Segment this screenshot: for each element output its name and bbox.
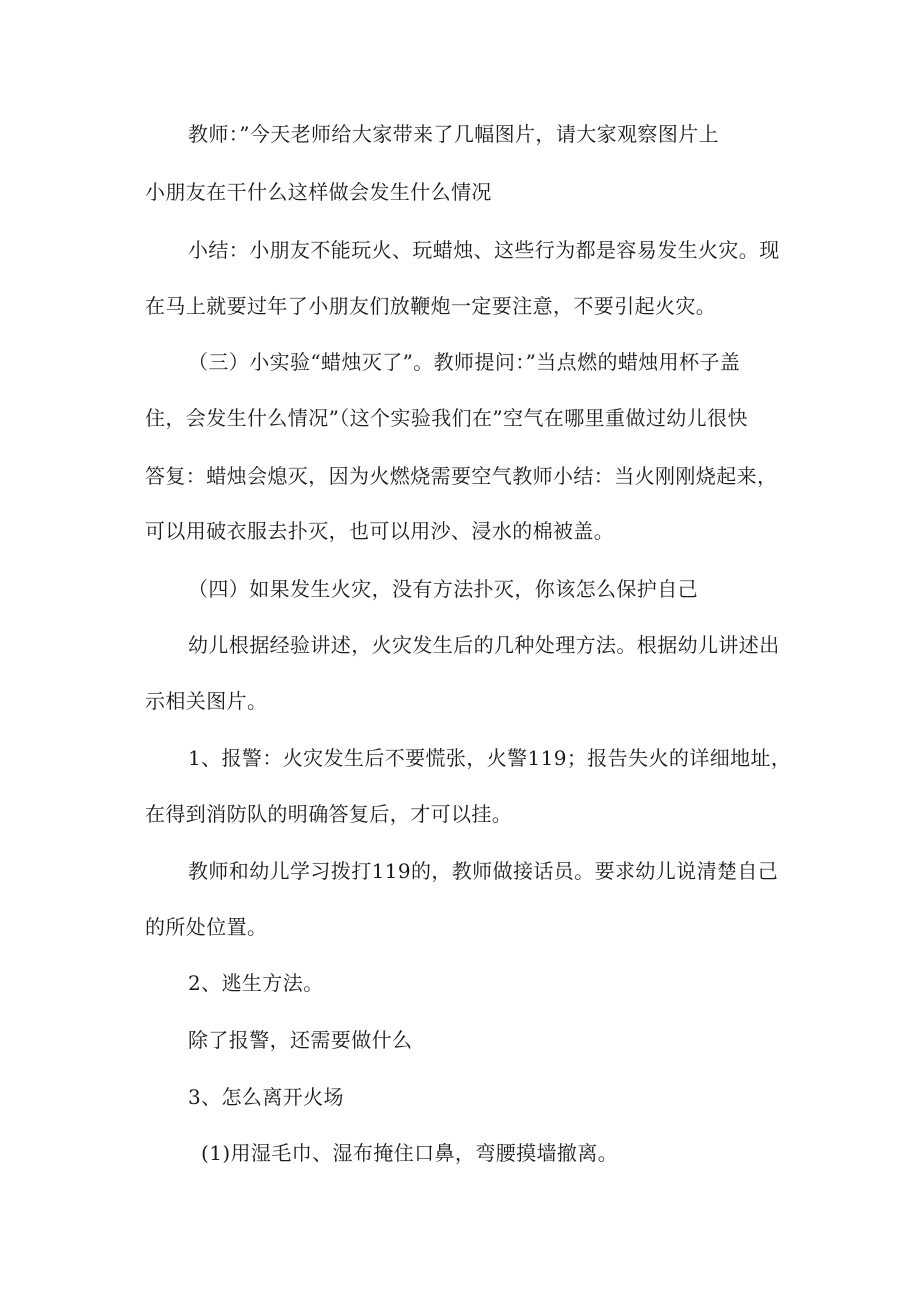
paragraph-line: 幼儿根据经验讲述，火灾发生后的几种处理方法。根据幼儿讲述出 (188, 633, 780, 657)
paragraph-line: （三）小实验“蜡烛灭了”。教师提问：”当点燃的蜡烛用杯子盖 (188, 350, 741, 374)
paragraph-line: （四）如果发生火灾，没有方法扑灭，你该怎么保护自己 (188, 577, 698, 601)
paragraph-line: 答复：蜡烛会熄灭，因为火燃烧需要空气教师小结：当火刚刚烧起来， (145, 464, 778, 488)
paragraph-line: 3、怎么离开火场 (188, 1085, 344, 1109)
paragraph-line: 除了报警，还需要做什么 (188, 1028, 413, 1052)
paragraph-line: 可以用破衣服去扑灭，也可以用沙、浸水的棉被盖。 (145, 519, 615, 543)
paragraph-line: 1、报警：火灾发生后不要慌张，火警119；报告失火的详细地址， (188, 746, 792, 770)
paragraph-line: 的所处位置。 (145, 915, 268, 939)
paragraph-line: 在马上就要过年了小朋友们放鞭炮一定要注意，不要引起火灾。 (145, 294, 717, 318)
paragraph-line: 小朋友在干什么这样做会发生什么情况 (145, 180, 492, 204)
paragraph-line: (1)用湿毛巾、湿布掩住口鼻，弯腰摸墙撤离。 (201, 1141, 619, 1165)
paragraph-line: 2、逃生方法。 (188, 971, 324, 995)
paragraph-line: 示相关图片。 (145, 689, 268, 713)
paragraph-line: 住，会发生什么情况”（这个实验我们在”空气在哪里重做过幼儿很快 (145, 406, 748, 430)
paragraph-line: 教师：”今天老师给大家带来了几幅图片，请大家观察图片上 (188, 122, 720, 146)
paragraph-line: 教师和幼儿学习拨打119的，教师做接话员。要求幼儿说清楚自己 (188, 859, 779, 883)
paragraph-line: 在得到消防队的明确答复后，才可以挂。 (145, 802, 513, 826)
paragraph-line: 小结：小朋友不能玩火、玩蜡烛、这些行为都是容易发生火灾。现 (188, 238, 780, 262)
